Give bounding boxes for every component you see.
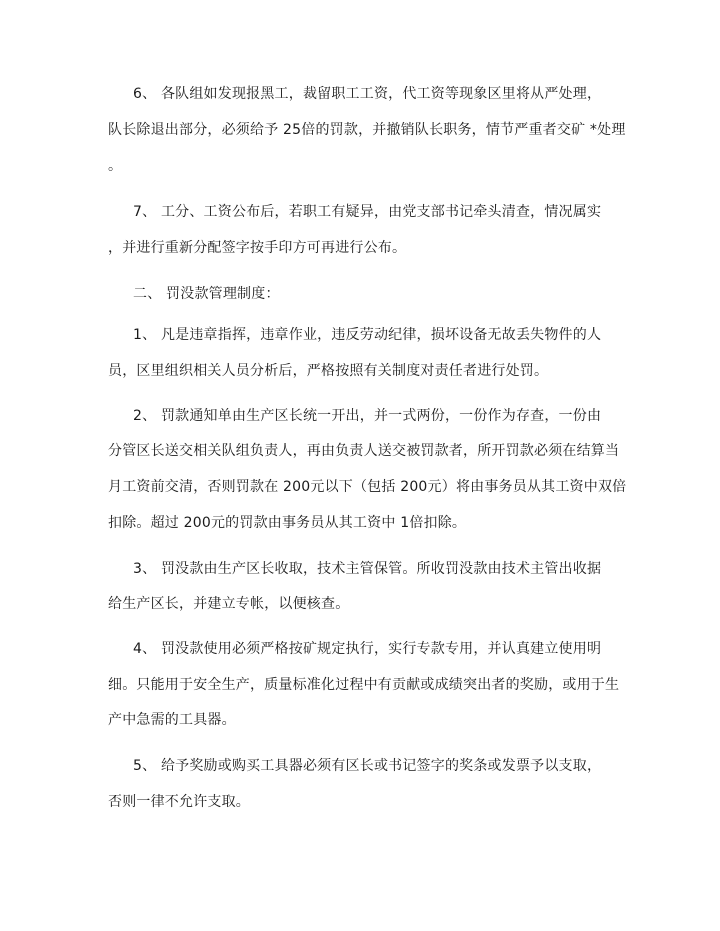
rule-3-line-2: 给生产区长，并建立专帐，以便核查。	[108, 596, 350, 612]
rule-4-line-3: 产中急需的工具器。	[108, 712, 236, 728]
rule-3-line-1: 3、 罚没款由生产区长收取，技术主管保管。所收罚没款由技术主管出收据	[133, 561, 602, 577]
rule-2-line-4: 扣除。超过 200元的罚款由事务员从其工资中 1倍扣除。	[108, 515, 467, 531]
rule-2-line-1: 2、 罚款通知单由生产区长统一开出，并一式两份，一份作为存查，一份由	[133, 408, 602, 424]
section-heading: 二、 罚没款管理制度：	[133, 286, 280, 302]
rule-1-line-2: 员，区里组织相关人员分析后，严格按照有关制度对责任者进行处罚。	[108, 363, 549, 379]
rule-5-line-1: 5、 给予奖励或购买工具器必须有区长或书记签字的奖条或发票予以支取，	[133, 758, 602, 774]
item-6-line-1: 6、 各队组如发现报黑工，裁留职工工资，代工资等现象区里将从严处理，	[133, 86, 602, 102]
item-7-line-1: 7、 工分、工资公布后，若职工有疑异，由党支部书记牵头清查，情况属实	[133, 204, 602, 220]
rule-1-line-1: 1、 凡是违章指挥，违章作业，违反劳动纪律，损坏设备无故丢失物件的人	[133, 327, 602, 343]
rule-2-line-2: 分管区长送交相关队组负责人，再由负责人送交被罚款者，所开罚款必须在结算当	[108, 443, 620, 459]
item-6-line-2: 队长除退出部分，必须给予 25倍的罚款，并撤销队长职务，情节严重者交矿 *处理	[108, 122, 626, 138]
item-6-line-3: 。	[108, 158, 123, 174]
rule-4-line-1: 4、 罚没款使用必须严格按矿规定执行，实行专款专用，并认真建立使用明	[133, 641, 602, 657]
rule-5-line-2: 否则一律不允许支取。	[108, 794, 250, 810]
rule-4-line-2: 细。只能用于安全生产，质量标准化过程中有贡献或成绩突出者的奖励，或用于生	[108, 677, 620, 693]
rule-2-line-3: 月工资前交清，否则罚款在 200元以下（包括 200元）将由事务员从其工资中双倍	[108, 479, 627, 495]
item-7-line-2: ，并进行重新分配签字按手印方可再进行公布。	[108, 240, 407, 256]
